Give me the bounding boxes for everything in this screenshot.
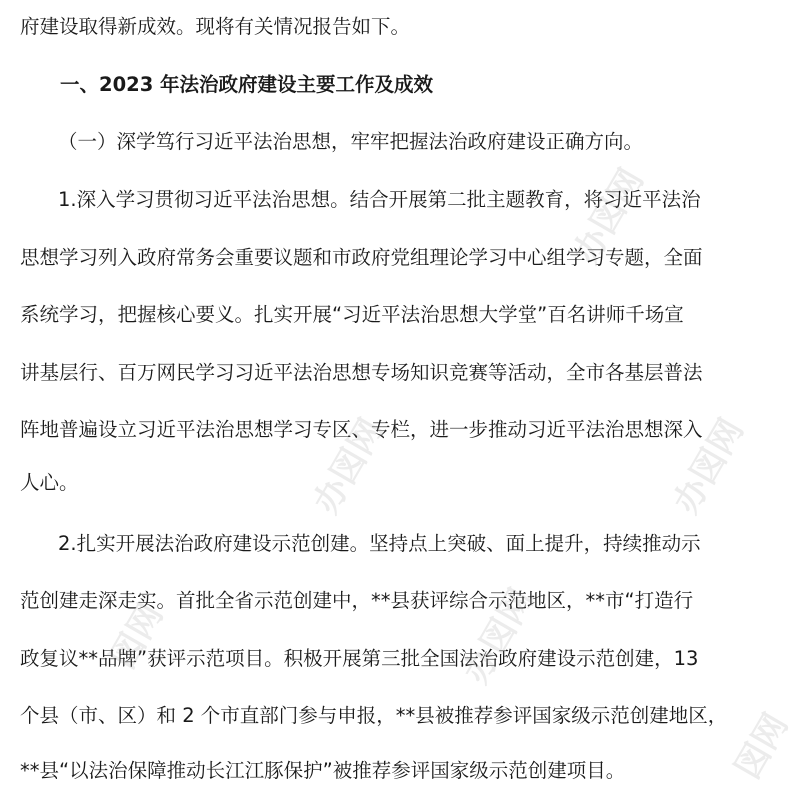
watermark: 図网 [727,706,797,786]
watermark: 図网 [102,596,172,676]
paragraph-line: 政复议**品牌”获评示范项目。积极开展第三批全国法治政府建设示范创建，13 [20,647,699,670]
paragraph-line: 讲基层行、百万网民学习习近平法治思想专场知识竞赛等活动，全市各基层普法 [20,361,703,384]
paragraph-line: 2.扎实开展法治政府建设示范创建。坚持点上突破、面上提升，持续推动示 [58,532,701,555]
watermark: 办図网 [456,582,542,691]
paragraph-line: 思想学习列入政府常务会重要议题和市政府党组理论学习中心组学习专题，全面 [20,246,703,269]
paragraph-line: 府建设取得新成效。现将有关情况报告如下。 [20,15,411,38]
paragraph-line: 阵地普遍设立习近平法治思想学习专区、专栏，进一步推动习近平法治思想深入 [20,418,703,441]
watermark: 办図网 [566,162,652,271]
paragraph-line: 人心。 [20,471,79,494]
paragraph-line: 范创建走深走实。首批全省示范创建中，**县获评综合示范地区，**市“打造行 [20,589,694,612]
paragraph-line: 1.深入学习贯彻习近平法治思想。结合开展第二批主题教育，将习近平法治 [58,188,701,211]
paragraph-line: 个县（市、区）和 2 个市直部门参与申报，**县被推荐参评国家级示范创建地区， [20,704,728,727]
paragraph-line: 系统学习，把握核心要义。扎实开展“习近平法治思想大学堂”百名讲师千场宣 [20,303,684,326]
paragraph-line: **县“以法治保障推动长江江豚保护”被推荐参评国家级示范创建项目。 [20,759,626,782]
subsection-heading: （一）深学笃行习近平法治思想，牢牢把握法治政府建设正确方向。 [58,130,644,153]
watermark: 办図网 [666,412,752,521]
watermark: 办図网 [306,412,392,521]
section-heading: 一、2023 年法治政府建设主要工作及成效 [60,73,434,96]
